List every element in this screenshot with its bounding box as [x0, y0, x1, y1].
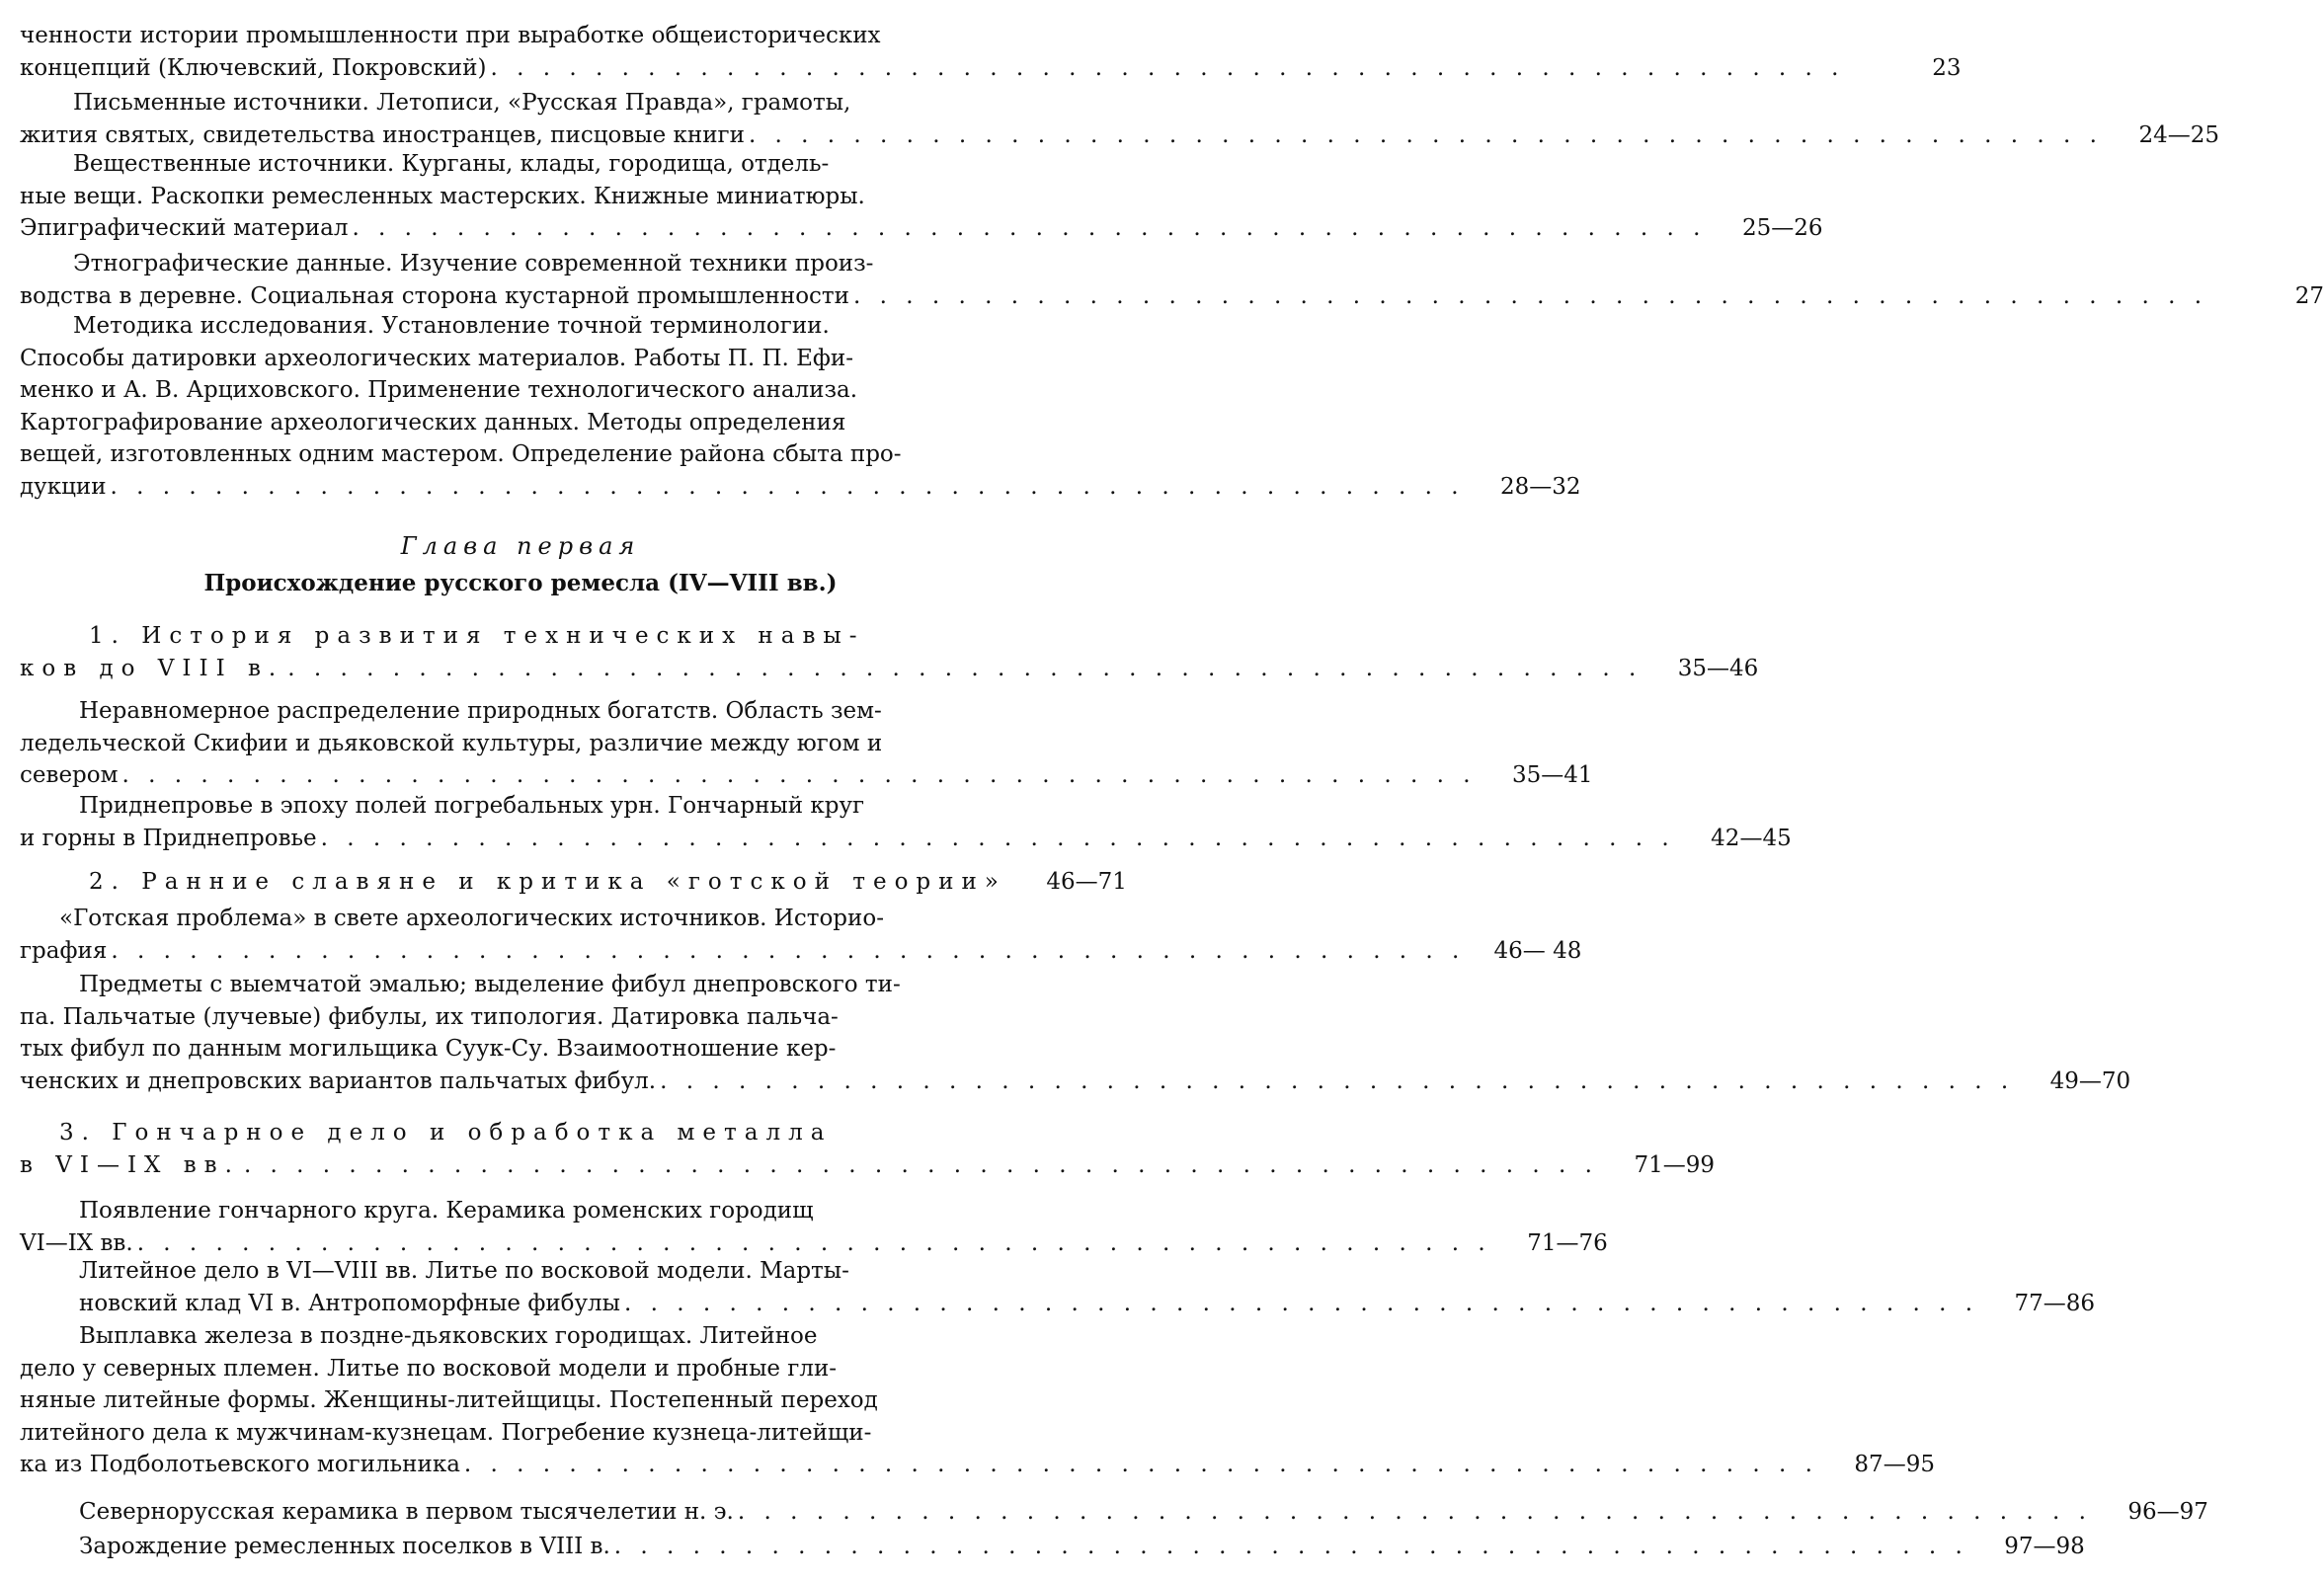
- entry-line: Этнографические данные. Изучение современной техники произ-: [73, 251, 874, 276]
- section-heading: [20, 866, 1127, 899]
- page-range: 71—99: [1634, 1151, 1715, 1178]
- toc-entry: [20, 695, 1593, 792]
- entry-line: Предметы с выемчатой эмалью; выделение фибул днепровского ти-: [79, 972, 901, 997]
- toc-entry: [20, 1195, 1608, 1259]
- entry-line: 3. Гончарное дело и обработка металла: [59, 1120, 833, 1146]
- dot-leader: [738, 1496, 2092, 1529]
- entry-line: вещей, изготовленных одним мастером. Определение района сбыта про-: [20, 441, 902, 467]
- dot-leader: [749, 119, 2103, 152]
- entry-last-line: [20, 52, 1962, 85]
- entry-text: Зарождение ремесленных поселков в VIII в.: [79, 1534, 610, 1559]
- dot-leader: [464, 1449, 1818, 1481]
- page-range: 97—98: [2004, 1534, 2085, 1559]
- page-range: 96—97: [2127, 1499, 2208, 1525]
- toc-entry: [20, 87, 2219, 151]
- entry-line: Литейное дело в VI—VIII вв. Литье по восковой модели. Марты-: [79, 1258, 849, 1284]
- entry-line: «Готская проблема» в свете археологических источников. Историо-: [59, 906, 884, 931]
- entry-text: жития святых, свидетельства иностранцев, писцовые книги: [20, 121, 745, 148]
- page-range: 35—41: [1512, 762, 1593, 788]
- entry-line: Приднепровье в эпоху полей погребальных урн. Гончарный круг: [79, 793, 865, 819]
- page-range: 87—95: [1854, 1452, 1935, 1477]
- entry-text: Эпиграфический материал: [20, 215, 349, 241]
- section-heading: [20, 620, 1759, 684]
- page-range: 77—86: [2014, 1290, 2096, 1316]
- toc-entry: [20, 1496, 2208, 1529]
- chapter-label: Глава первая: [400, 532, 641, 560]
- entry-last-line: [20, 823, 1792, 855]
- section-heading: [20, 1117, 1715, 1181]
- entry-last-line: [20, 1066, 2131, 1098]
- entry-last-line: [20, 1149, 1715, 1182]
- toc-entry: [20, 310, 1581, 503]
- entry-line: 1. История развития технических навы-: [89, 623, 865, 649]
- entry-line: Выплавка железа в поздне-дьяковских городищах. Литейное: [79, 1323, 818, 1349]
- dot-leader: [853, 280, 2207, 313]
- entry-last-line: [20, 759, 1593, 792]
- entry-text: графия: [20, 937, 108, 964]
- entry-text: концепций (Ключевский, Покровский): [20, 54, 487, 81]
- entry-line: Методика исследования. Установление точной терминологии.: [73, 313, 830, 339]
- page-range: 42—45: [1711, 825, 1792, 851]
- entry-text: 2. Ранние славяне и критика «готской теории»: [89, 869, 1006, 895]
- dot-leader: [490, 52, 1844, 85]
- dot-leader: [122, 759, 1477, 792]
- entry-line: ченности истории промышленности при выработке общеисторических: [20, 23, 881, 48]
- toc-entry: [20, 148, 1823, 245]
- page-range: 46— 48: [1493, 937, 1582, 964]
- entry-last-line: [20, 1496, 2208, 1529]
- entry-line: па. Пальчатые (лучевые) фибулы, их типология. Датировка пальча-: [20, 1003, 839, 1030]
- toc-entry: [20, 903, 1582, 967]
- dot-leader: [352, 212, 1706, 245]
- dot-leader: [111, 935, 1465, 968]
- dot-leader: [111, 471, 1465, 504]
- entry-text: ков до VIII в.: [20, 655, 284, 681]
- entry-last-line: [20, 119, 2219, 152]
- entry-last-line: [20, 1288, 2096, 1320]
- page-range: 35—46: [1677, 655, 1759, 681]
- entry-text: дукции: [20, 473, 107, 500]
- toc-entry: [20, 1531, 2085, 1563]
- page-range: 71—76: [1527, 1229, 1608, 1256]
- page-range: 23: [1932, 54, 1962, 81]
- page-range: 28—32: [1500, 473, 1581, 500]
- toc-entry: [20, 969, 2131, 1097]
- entry-line: литейного дела к мужчинам-кузнецам. Погребение кузнеца-литейщи-: [20, 1419, 872, 1446]
- entry-line: няные литейные формы. Женщины-литейщицы. Постепенный переход: [20, 1387, 878, 1413]
- entry-line: Письменные источники. Летописи, «Русская Правда», грамоты,: [73, 90, 851, 116]
- entry-text: в VI—IX вв.: [20, 1151, 240, 1178]
- toc-entry: [20, 790, 1792, 854]
- entry-line: ные вещи. Раскопки ремесленных мастерских. Книжные миниатюры.: [20, 183, 865, 209]
- entry-line: Картографирование археологических данных. Методы определения: [20, 409, 846, 435]
- toc-entry: [20, 20, 1962, 84]
- entry-text: Севернорусская керамика в первом тысячелетии н. э.: [79, 1499, 734, 1525]
- entry-text: VI—IX вв.: [20, 1229, 133, 1256]
- entry-line: Появление гончарного круга. Керамика роменских городищ: [79, 1198, 814, 1224]
- entry-text: севером: [20, 762, 119, 788]
- page-range: 27: [2294, 282, 2324, 309]
- page-range: 49—70: [2049, 1067, 2131, 1094]
- dot-leader: [321, 823, 1675, 855]
- entry-text: и горны в Приднепровье: [20, 825, 317, 851]
- entry-line: Неравномерное распределение природных богатств. Область зем-: [79, 698, 882, 724]
- page-range: 25—26: [1741, 215, 1823, 241]
- entry-line: Способы датировки археологических материалов. Работы П. П. Ефи-: [20, 345, 854, 371]
- page-range: 24—25: [2138, 121, 2219, 148]
- entry-line: ледельческой Скифии и дьяковской культуры, различие между югом и: [20, 730, 883, 756]
- entry-last-line: [20, 1449, 1935, 1481]
- entry-text: водства в деревне. Социальная сторона кустарной промышленности: [20, 282, 849, 309]
- entry-last-line: [20, 1531, 2085, 1563]
- entry-last-line: [20, 866, 1127, 899]
- entry-text: новский клад VI в. Антропоморфные фибулы: [79, 1290, 620, 1316]
- dot-leader: [660, 1066, 2014, 1098]
- entry-text: ченских и днепровских вариантов пальчатых фибул.: [20, 1067, 657, 1094]
- entry-line: тых фибул по данным могильщика Суук-Су. Взаимоотношение кер-: [20, 1036, 837, 1062]
- entry-last-line: [20, 280, 2324, 313]
- entry-text: ка из Подболотьевского могильника: [20, 1452, 460, 1477]
- entry-last-line: [20, 935, 1582, 968]
- entry-line: дело у северных племен. Литье по восковой модели и пробные гли-: [20, 1355, 838, 1382]
- page-range: 46—71: [1046, 869, 1127, 895]
- toc-entry: [20, 1320, 1935, 1481]
- entry-last-line: [20, 471, 1581, 504]
- entry-line: менко и А. В. Арциховского. Применение технологического анализа.: [20, 377, 858, 403]
- chapter-title: Происхождение русского ремесла (IV—VIII вв.): [203, 570, 838, 596]
- dot-leader: [287, 653, 1642, 685]
- entry-line: Вещественные источники. Курганы, клады, городища, отдель-: [73, 151, 830, 177]
- dot-leader: [614, 1531, 1968, 1563]
- entry-last-line: [20, 653, 1759, 685]
- dot-leader: [624, 1288, 1978, 1320]
- entry-last-line: [20, 212, 1823, 245]
- toc-entry: [20, 1255, 2096, 1319]
- toc-entry: [20, 248, 2324, 312]
- dot-leader: [244, 1149, 1598, 1182]
